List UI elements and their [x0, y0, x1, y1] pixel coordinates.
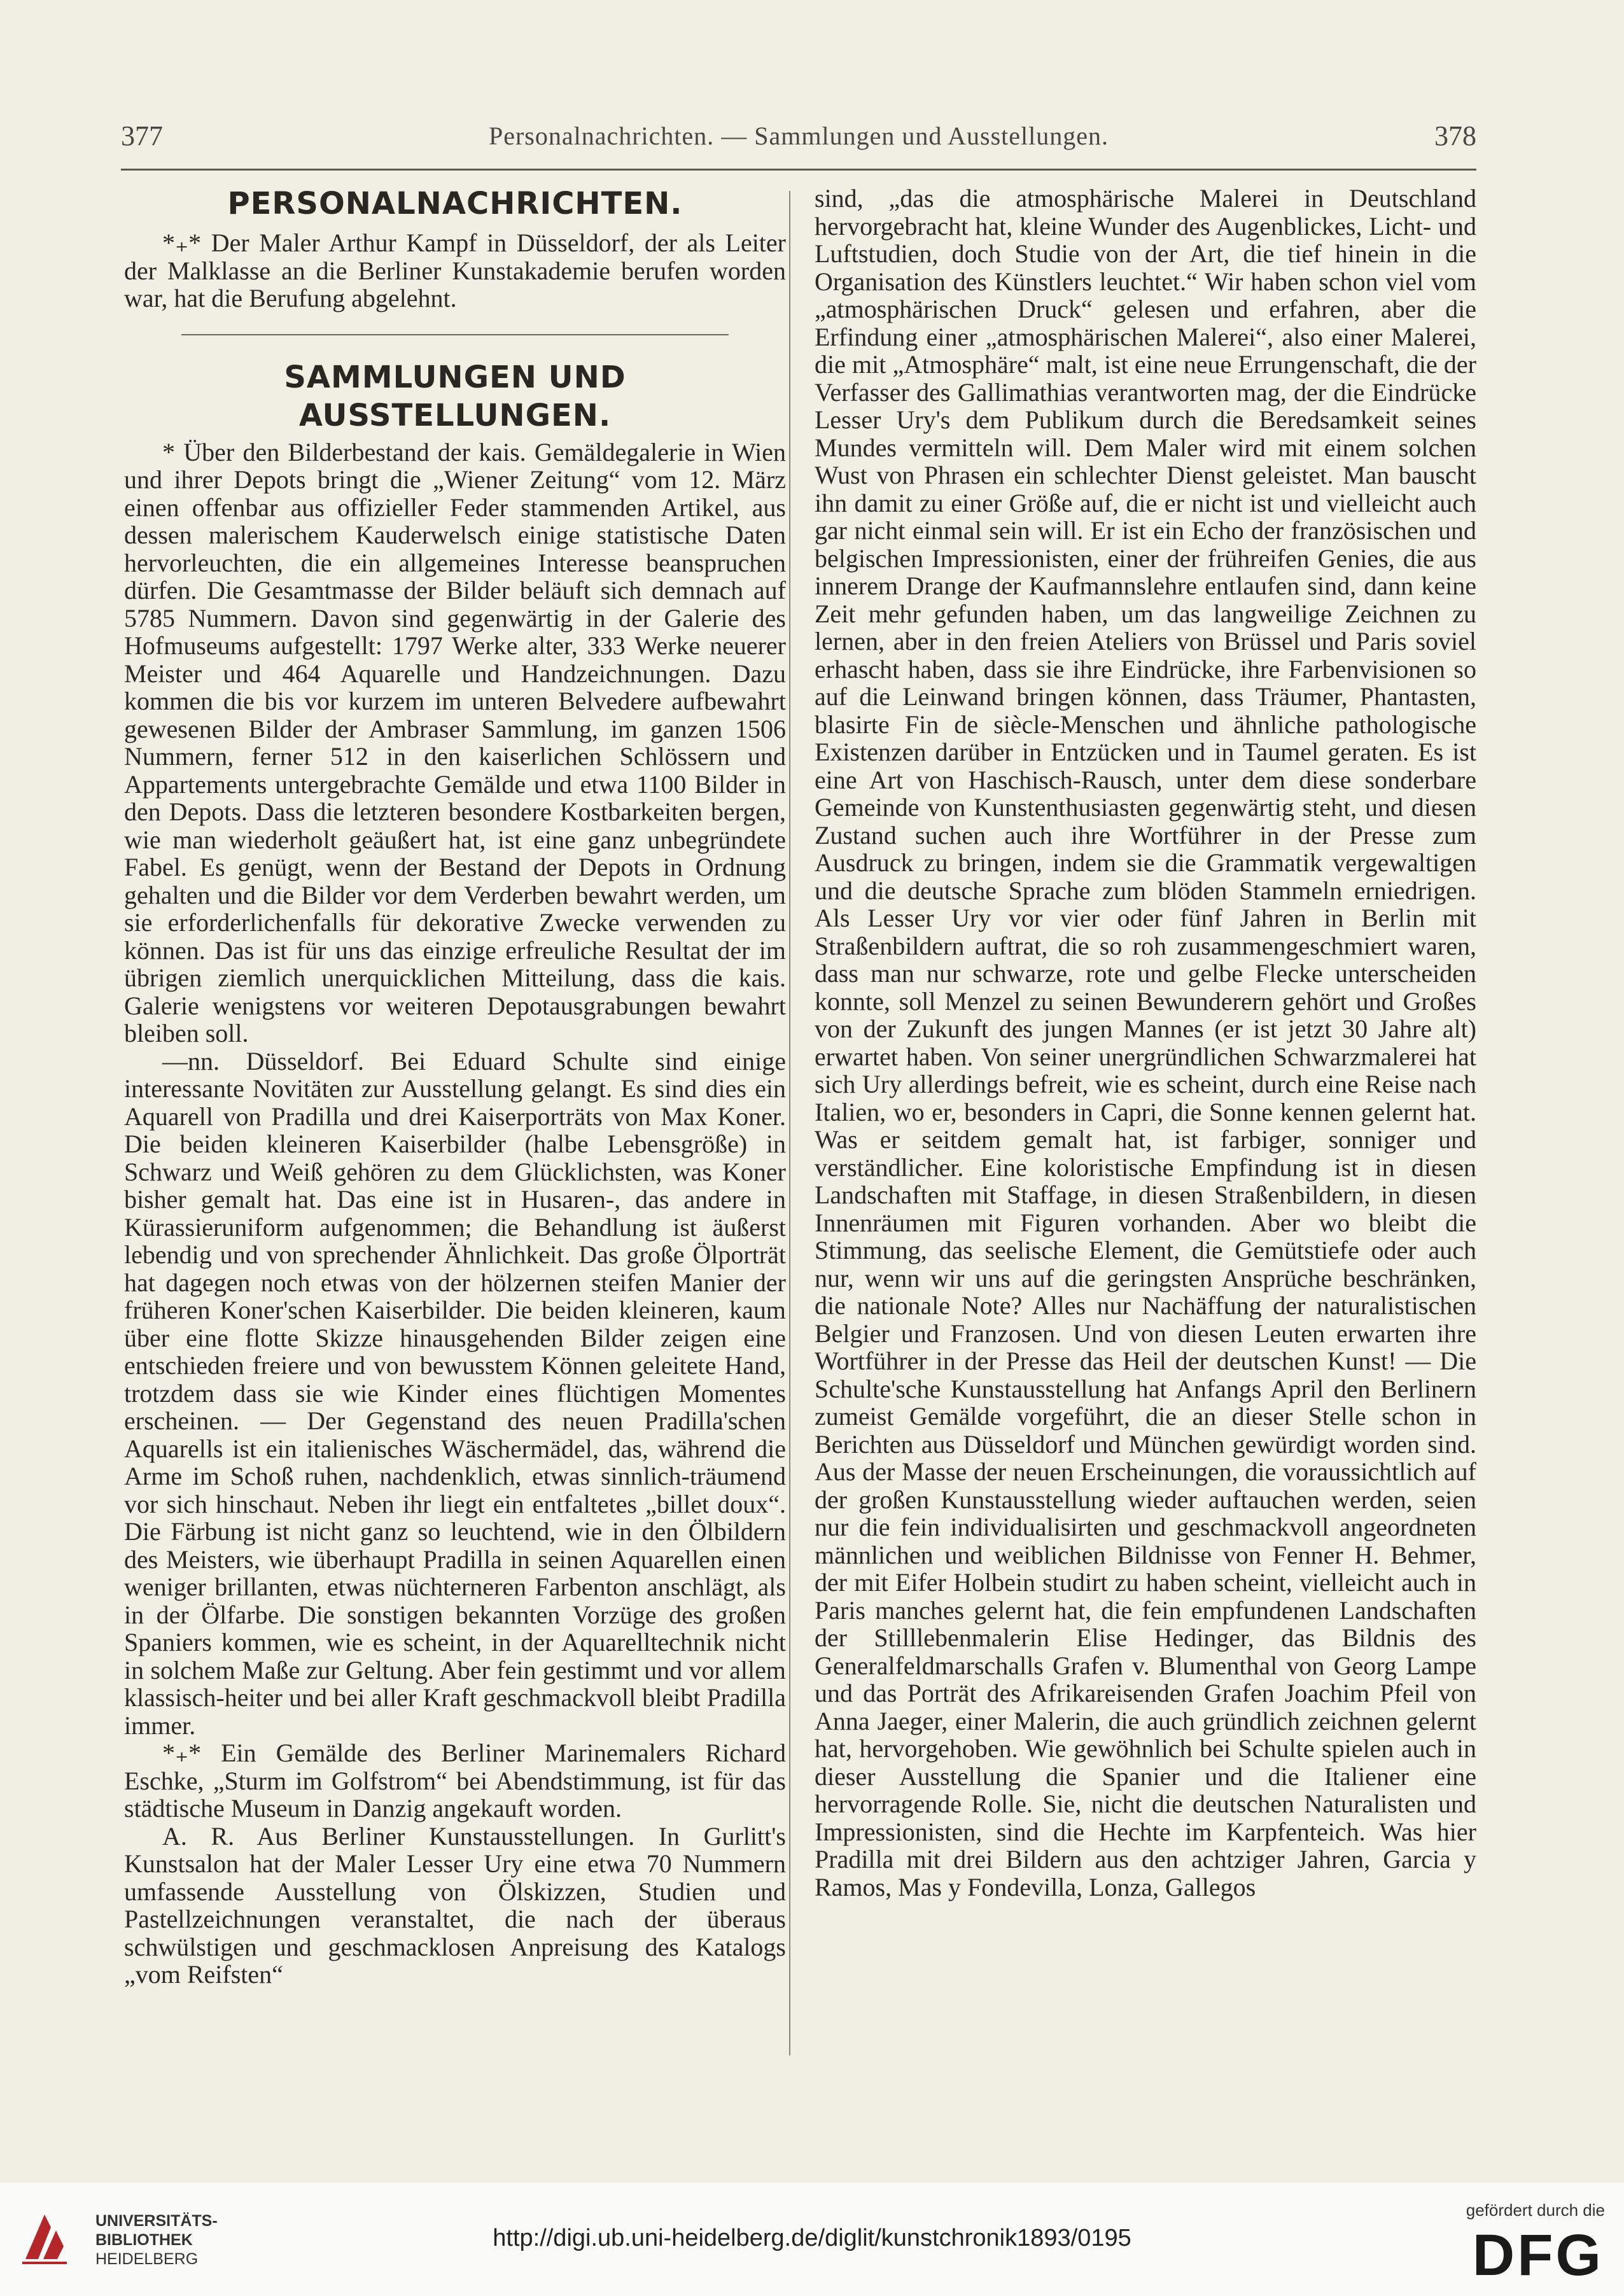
- paragraph: A. R. Aus Berliner Kunstausstellungen. In Gurlitt's Kunstsalon hat der Maler Lesser Ury eine etwa 70 Nummern umfassende Ausstellung von Ölskizzen, Studien und Pastellzeichnungen veranstaltet, die nach der überaus schwülstigen und geschmacklosen Anpreisung des Katalogs „vom Reifsten“: [124, 1821, 786, 1989]
- source-url-link[interactable]: http://digi.ub.uni-heidelberg.de/diglit/kunstchronik1893/0195: [493, 2225, 1131, 2251]
- dfg-logo: DFG: [1472, 2223, 1604, 2288]
- column-divider: [789, 191, 790, 2055]
- paragraph: —nn. Düsseldorf. Bei Eduard Schulte sind einige interessante Novitäten zur Ausstellung gelangt. Es sind dies ein Aquarell von Pradilla und drei Kaiserporträts von Max Koner. Die beiden kleineren Kaiserbilder (halbe Lebensgröße) in Schwarz und Weiß gehören zu dem Glücklichsten, was Koner bisher gemalt hat. Das eine ist in Husaren-, das andere in Kürassieruniform aufgenommen; die Behandlung ist äußerst lebendig und von sprechender Ähnlichkeit. Das große Ölporträt hat dagegen noch etwas von der hölzernen steifen Manier der früheren Koner'schen Kaiserbilder. Die beiden kleineren, kaum über eine flotte Skizze hinausgehenden Bilder zeigen eine entschieden freiere und von bewusstem Können geleitete Hand, trotzdem dass sie wie Kinder eines flüchtigen Momentes erscheinen. — Der Gegenstand des neuen Pradilla'schen Aquarells ist ein italienisches Wäschermädel, das, während die Arme im Schoß ruhen, nachdenklich, etwas sinnlich-träumend vor sich hinschaut. Neben ihr liegt ein entfaltetes „billet doux“. Die Färbung ist nicht ganz so leuchtend, wie in den Ölbildern des Meisters, wie überhaupt Pradilla in seinen Aquarellen einen weniger brillanten, etwas nüchterneren Farbenton anschlägt, als in der Ölfarbe. Die sonstigen bekannten Vorzüge des großen Spaniers kommen, wie es scheint, in der Aquarelltechnik nicht in solchem Maße zur Geltung. Aber fein gestimmt und vor allem klassisch-heiter und bei aller Kraft geschmackvoll bleibt Pradilla immer.: [124, 1046, 786, 1740]
- paragraph: sind, „das die atmosphärische Malerei in Deutschland hervorgebracht hat, kleine Wunder des Augenblickes, Licht- und Luftstudien, doch Studie von der Art, die tief hinein in die Organisation des Künstlers leuchtet.“ Wir haben schon viel vom „atmosphärischen Druck“ gelesen und erfahren, aber die Erfindung einer „atmosphärischen Malerei“, also einer Malerei, die mit „Atmosphäre“ malt, ist eine neue Errungenschaft, die der Verfasser des Gallimathias verantworten mag, der die Eindrücke Lesser Ury's dem Publikum durch die Beredsamkeit seines Mundes vermitteln will. Dem Maler wird mit einem solchen Wust von Phrasen ein schlechter Dienst geleistet. Man bauscht ihn damit zu einer Größe auf, die er nicht ist und vielleicht auch gar nicht einmal sein will. Er ist ein Echo der französischen und belgischen Impressionisten, einer der frühreifen Genies, die aus innerem Drange der Kaufmannslehre entlaufen sind, dann keine Zeit mehr gefunden haben, um das langweilige Zeichnen zu lernen, aber in den freien Ateliers von Brüssel und Paris soviel erhascht haben, dass sie ihre Eindrücke, ihre Farbenvisionen so auf die Leinwand bringen können, dass Träumer, Phantasten, blasirte Fin de siècle-Menschen und ähnliche pathologische Existenzen darüber in Entzücken und in Taumel geraten. Es ist eine Art von Haschisch-Rausch, unter dem diese sonderbare Gemeinde von Kunstenthusiasten gegenwärtig steht, und diesen Zustand suchen auch ihre Wortführer in der Presse zum Ausdruck zu bringen, indem sie die Grammatik vergewaltigen und die deutsche Sprache zum blöden Stammeln erniedrigen. Als Lesser Ury vor vier oder fünf Jahren in Berlin mit Straßenbildern auftrat, die so roh zusammengeschmiert waren, dass man nur schwarze, rote und gelbe Flecke unterscheiden konnte, soll Menzel zu seinen Bewunderern gehört und Großes von der Zukunft des jungen Mannes (er ist jetzt 30 Jahre alt) erwartet haben. Von seiner unergründlichen Schwarzmalerei hat sich Ury allerdings befreit, wie es scheint, durch eine Reise nach Italien, wo er, besonders in Capri, die Sonne kennen gelernt hat. Was er seitdem gemalt hat, ist farbiger, sonniger und verständlicher. Eine koloristische Empfindung ist in diesen Landschaften mit Staffage, in diesen Straßenbildern, in diesen Innenräumen mit Figuren vorhanden. Aber wo bleibt die Stimmung, das seelische Element, die Gemütstiefe oder auch nur, wenn wir uns auf die geringsten Ansprüche beschränken, die nationale Note? Alles nur Nachäffung der naturalistischen Belgier und Franzosen. Und von diesen Leuten erwarten ihre Wortführer in der Presse das Heil der deutschen Kunst! — Die Schulte'sche Kunstausstellung hat Anfangs April den Berlinern zumeist Gemälde vorgeführt, die an dieser Stelle schon in Berichten aus Düsseldorf und München gewürdigt worden sind. Aus der Masse der neuen Erscheinungen, die voraussichtlich auf der großen Kunstausstellung wieder auftauchen werden, seien nur die fein individualisirten und geschmackvoll angeordneten männlichen und weiblichen Bildnisse von Fenner H. Behmer, der mit Eifer Holbein studirt zu haben scheint, vielleicht auch in Paris manches gelernt hat, die fein empfundenen Landschaften der Stilllebenmalerin Elise Hedinger, das Bildnis des Generalfeldmarschalls Grafen v. Blumenthal von Georg Lampe und das Porträt des Afrikareisenden Grafen Joachim Pfeil von Anna Jaeger, einer Malerin, die auch gründlich zeichnen gelernt hat, hervorgehoben. Wie gewöhnlich bei Schulte spielen auch in dieser Ausstellung die Spanier und die Italiener eine hervorragende Rolle. Sie, nicht die deutschen Naturalisten und Impressionisten, sind die Hechte im Karpfenteich. Was hier Pradilla mit drei Bildern aus den achtziger Jahren, Garcia y Ramos, Mas y Fondevilla, Lonza, Gallegos: [815, 184, 1476, 1901]
- library-name-line: UNIVERSITÄTS-: [95, 2212, 218, 2230]
- left-column: [124, 185, 786, 1989]
- paragraph: * Über den Bilderbestand der kais. Gemäldegalerie in Wien und ihrer Depots bringt die „Wiener Zeitung“ vom 12. März einen offenbar aus offizieller Feder stammenden Artikel, aus dessen malerischem Kauderwelsch einige statistische Daten hervorleuchten, die ein allgemeines Interesse beanspruchen dürfen. Die Gesamtmasse der Bilder beläuft sich demnach auf 5785 Nummern. Davon sind gegenwärtig in der Galerie des Hofmuseums aufgestellt: 1797 Werke alter, 333 Werke neuerer Meister und 464 Aquarelle und Handzeichnungen. Dazu kommen die bis vor kurzem im unteren Belvedere aufbewahrt gewesenen Bilder der Ambraser Sammlung, im ganzen 1506 Nummern, ferner 512 in den kaiserlichen Schlössern und Appartements untergebrachte Gemälde und etwa 1100 Bilder in den Depots. Dass die letzteren besondere Kostbarkeiten bergen, wie man wiederholt geäußert hat, ist eine ganz unbegründete Fabel. Es genügt, wenn der Bestand der Depots in Ordnung gehalten und die Bilder vor dem Verderben bewahrt werden, um sie erforderlichenfalls für dekorative Zwecke verwenden zu können. Das ist für uns das einzige erfreuliche Resultat der im übrigen ziemlich unerquicklichen Mitteilung, dass die kais. Galerie wenigstens vor weiteren Depotausgrabungen bewahrt bleiben soll.: [124, 437, 786, 1047]
- paragraph: *₊* Der Maler Arthur Kampf in Düsseldorf, der als Leiter der Malklasse an die Berliner Kunstakademie berufen worden war, hat die Berufung abgelehnt.: [124, 228, 786, 312]
- page-number-right: 378: [1434, 120, 1476, 151]
- right-column: [815, 185, 1476, 1901]
- header-rule: [121, 169, 1476, 171]
- section-heading-sammlungen: SAMMLUNGEN UND AUSSTELLUNGEN.: [284, 359, 626, 433]
- section-rule: [181, 334, 729, 335]
- library-name-line: BIBLIOTHEK: [95, 2231, 193, 2249]
- running-title: Personalnachrichten. — Sammlungen und Ausstellungen.: [488, 122, 1109, 150]
- page-number-left: 377: [121, 120, 163, 151]
- paragraph: *₊* Ein Gemälde des Berliner Marinemalers Richard Eschke, „Sturm im Golfstrom“ bei Abendstimmung, ist für das städtische Museum in Danzig angekauft worden.: [124, 1739, 786, 1823]
- dfg-caption: gefördert durch die: [1466, 2201, 1605, 2220]
- running-head: [121, 115, 1476, 159]
- section-heading-personalnachrichten: PERSONALNACHRICHTEN.: [227, 186, 683, 221]
- library-name-line: HEIDELBERG: [95, 2250, 199, 2268]
- footer-bar: [0, 2183, 1624, 2296]
